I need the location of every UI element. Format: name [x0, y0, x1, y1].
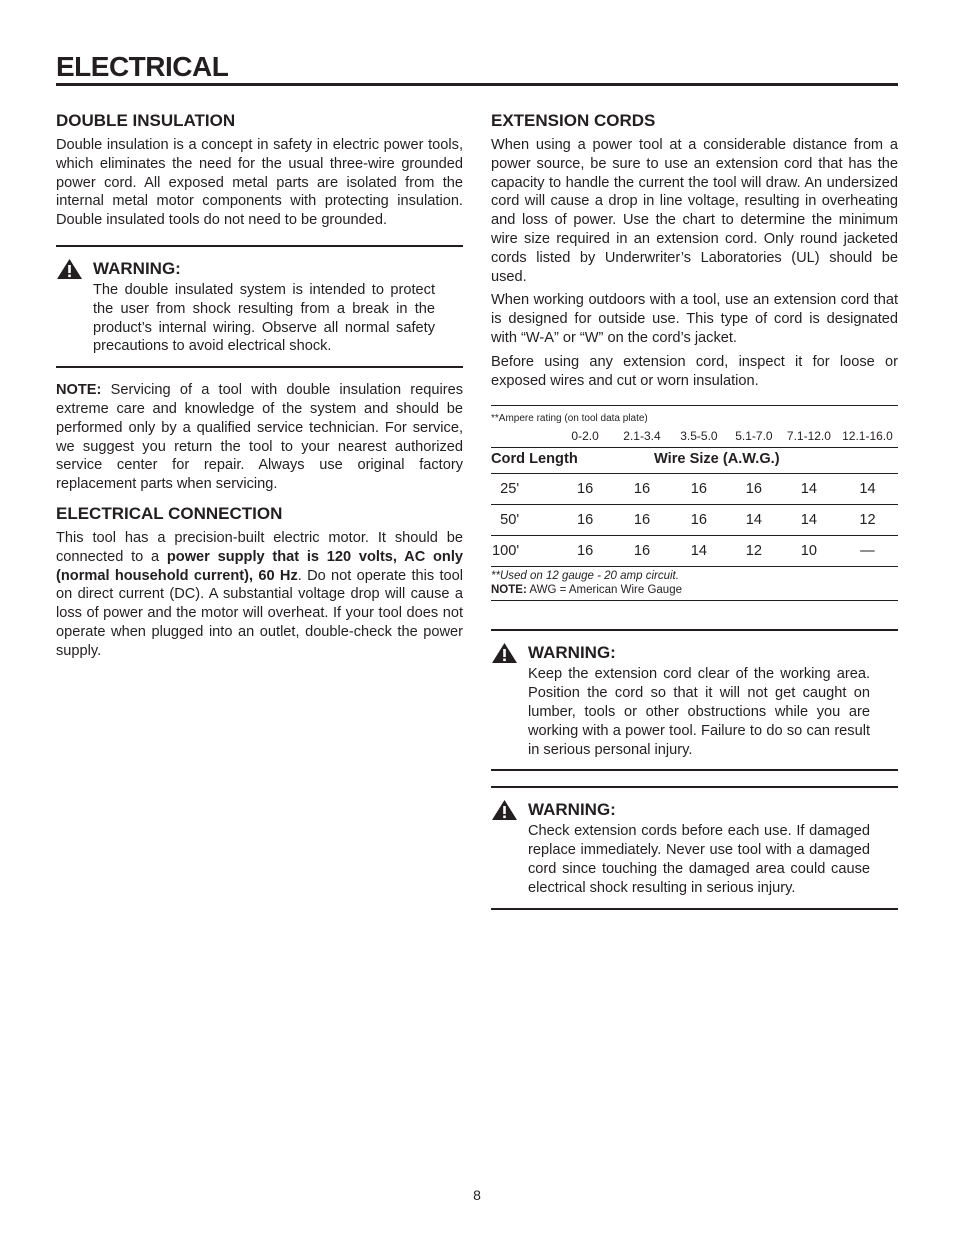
double-insulation-warning	[56, 245, 463, 368]
wire-size-cell: 12	[727, 536, 781, 567]
double-insulation-text: Double insulation is a concept in safety in electric power tools, which eliminates the need for the usual three-wire grounded power cord. All exposed metal parts are isolated from the internal metal motor components with protecting insulation. Double insulated tools do not need to be grounded.	[56, 137, 463, 229]
wire-size-cell: 16	[727, 474, 781, 505]
connection-power-supply-spec: power supply that is 120 volts, AC only (normal household current), 60 Hz	[56, 548, 463, 584]
cord-length-cell: 50'	[491, 505, 557, 536]
table-row	[491, 505, 898, 536]
table-header-row	[491, 448, 898, 474]
wire-size-cell: 16	[557, 505, 613, 536]
ampere-range-row	[491, 425, 898, 448]
ampere-range: 0-2.0	[557, 425, 613, 448]
wire-size-cell: 12	[837, 505, 898, 536]
wire-size-cell: 16	[671, 474, 727, 505]
wire-size-cell: 14	[781, 505, 837, 536]
left-column	[56, 111, 463, 661]
wire-size-cell: 14	[781, 474, 837, 505]
warning-label: WARNING:	[528, 800, 616, 820]
warning-triangle-icon	[491, 799, 518, 821]
wire-size-cell: 16	[671, 505, 727, 536]
wire-size-header: Wire Size (A.W.G.)	[613, 448, 898, 474]
extension-cords-paragraph-3: Before using any extension cord, inspect it for loose or exposed wires and cut or worn insulation.	[491, 353, 898, 389]
wire-size-cell: 14	[671, 536, 727, 567]
ampere-range-blank	[491, 425, 557, 448]
wire-size-chart	[491, 425, 898, 567]
ampere-rating-note: **Ampere rating (on tool data plate)	[491, 413, 648, 425]
wire-size-cell: 16	[613, 505, 671, 536]
awg-note-text: AWG = American Wire Gauge	[526, 584, 682, 597]
servicing-note	[56, 381, 463, 494]
table-row	[491, 474, 898, 505]
cord-length-header: Cord Length	[491, 448, 613, 474]
page-title: ELECTRICAL	[56, 51, 229, 82]
ampere-range: 2.1-3.4	[613, 425, 671, 448]
connection-text-part-2: . Do not operate this tool on direct current (DC). A substantial voltage drop will cause a loss of power and the motor will overheat. If your tool does not operate when plugged into an outlet, double-check the power supply.	[56, 567, 463, 659]
note-text: Servicing of a tool with double insulation requires extreme care and knowledge of the system and should be performed only by a qualified service technician. For service, we suggest you return the tool to your nearest authorized service center for repair. Always use original factory replacement parts when servicing.	[56, 382, 463, 493]
wire-size-cell: 10	[781, 536, 837, 567]
extension-cord-clear-warning	[491, 629, 898, 771]
extension-cord-check-warning	[491, 786, 898, 909]
warning-triangle-icon	[56, 258, 83, 280]
warning-text: Check extension cords before each use. If damaged replace immediately. Never use tool with a damaged cord since touching the damaged area could cause electrical shock resulting in serious injury.	[528, 823, 870, 896]
wire-size-cell: 14	[837, 474, 898, 505]
electrical-connection-heading: ELECTRICAL CONNECTION	[56, 503, 283, 523]
electrical-connection-text	[56, 529, 463, 661]
warning-triangle-icon	[491, 642, 518, 664]
wire-size-cell: 16	[557, 474, 613, 505]
wire-size-cell: 16	[613, 474, 671, 505]
wire-size-cell: 16	[613, 536, 671, 567]
ampere-range: 7.1-12.0	[781, 425, 837, 448]
warning-text: The double insulated system is intended to protect the user from shock resulting from a break in the product’s internal wiring. Observe all normal safety precautions to avoid electrical shock.	[93, 281, 435, 355]
wire-size-cell: 16	[557, 536, 613, 567]
page-number: 8	[473, 1187, 481, 1203]
connection-text-part-1: This tool has a precision-built electric motor. It should be connected to a	[56, 529, 463, 565]
wire-size-cell: —	[837, 536, 898, 567]
warning-text: Keep the extension cord clear of the working area. Position the cord so that it will not get caught on lumber, tools or other obstructions while you are working with a power tool. Failure to do so can result in serious personal injury.	[528, 666, 870, 758]
wire-size-cell: 14	[727, 505, 781, 536]
cord-length-cell: 100'	[491, 536, 557, 567]
awg-note	[491, 583, 898, 597]
extension-cords-heading: EXTENSION CORDS	[491, 111, 656, 130]
table-row	[491, 536, 898, 567]
extension-cords-paragraph-2: When working outdoors with a tool, use an extension cord that is designed for outside use. This type of cord is designated with “W-A” or “W” on the cord’s jacket.	[491, 292, 898, 346]
note-label: NOTE:	[56, 382, 102, 399]
wire-size-table	[491, 405, 898, 601]
extension-cords-paragraph-1: When using a power tool at a considerable distance from a power source, be sure to use an extension cord that has the capacity to handle the current the tool will draw. An undersized cord will cause a drop in line voltage, resulting in overheating and loss of power. Use the chart to determine the minimum wire size required in an extension cord. Only round jacketed cords listed by Underwriter’s Laboratories (UL) should be used.	[491, 137, 898, 285]
double-insulation-heading: DOUBLE INSULATION	[56, 111, 236, 130]
cord-length-cell: 25'	[491, 474, 557, 505]
ampere-range: 3.5-5.0	[671, 425, 727, 448]
warning-label: WARNING:	[528, 643, 616, 663]
table-footnotes	[491, 567, 898, 600]
title-rule	[56, 83, 898, 86]
ampere-range: 5.1-7.0	[727, 425, 781, 448]
gauge-footnote: **Used on 12 gauge - 20 amp circuit.	[491, 570, 679, 583]
warning-label: WARNING:	[93, 258, 181, 278]
awg-note-label: NOTE:	[491, 584, 527, 597]
ampere-range: 12.1-16.0	[837, 425, 898, 448]
right-column	[491, 111, 898, 910]
